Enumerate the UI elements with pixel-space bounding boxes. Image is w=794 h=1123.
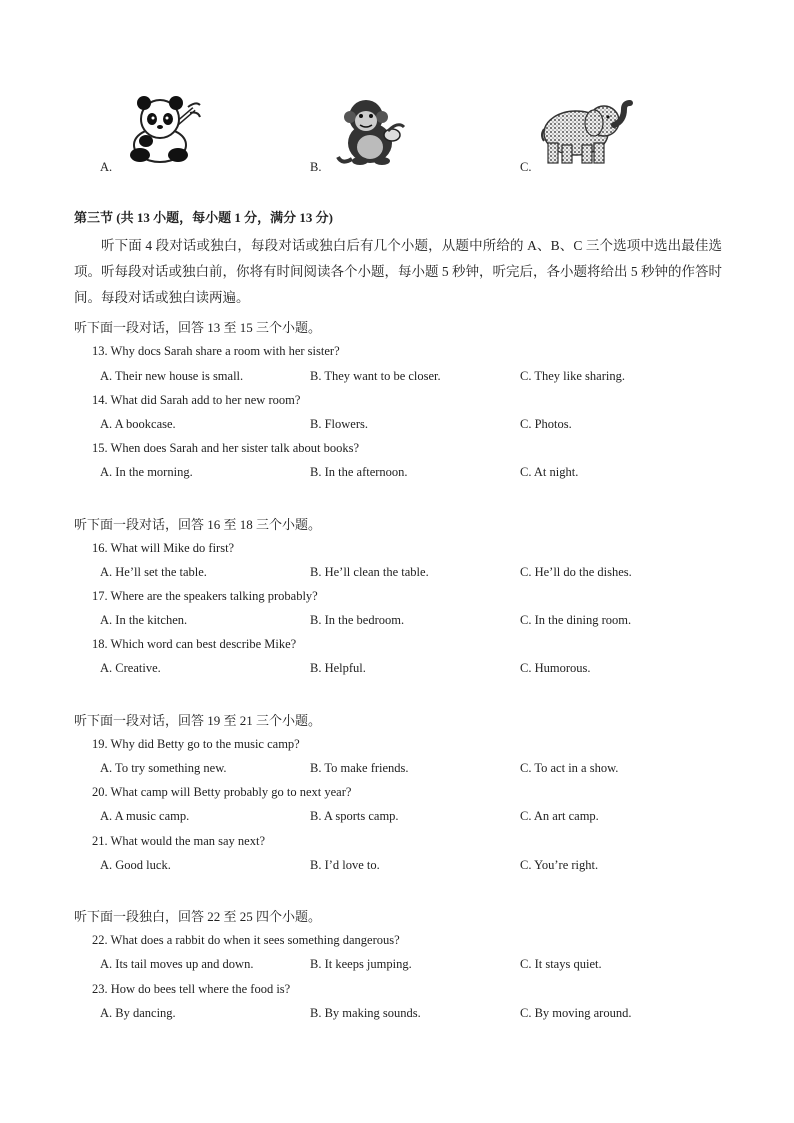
group-heading: 听下面一段对话，回答 19 至 21 三个小题。: [74, 713, 322, 728]
question-stem: 13. Why docs Sarah share a room with her sister?: [92, 344, 340, 358]
picture-option-c-label: C.: [520, 160, 532, 174]
option-c[interactable]: C. To act in a show.: [520, 761, 619, 775]
option-b[interactable]: B. By making sounds.: [310, 1006, 421, 1020]
option-c[interactable]: C. You’re right.: [520, 858, 599, 872]
question-stem: 21. What would the man say next?: [92, 834, 265, 848]
option-a[interactable]: A. By dancing.: [100, 1006, 176, 1020]
elephant-icon: [538, 99, 634, 167]
question-stem: 19. Why did Betty go to the music camp?: [92, 737, 300, 751]
option-a[interactable]: A. Good luck.: [100, 858, 171, 872]
option-b[interactable]: B. I’d love to.: [310, 858, 380, 872]
option-c[interactable]: C. They like sharing.: [520, 369, 625, 383]
option-a[interactable]: A. A music camp.: [100, 809, 190, 823]
question-stem: 23. How do bees tell where the food is?: [92, 982, 291, 996]
option-a[interactable]: A. Their new house is small.: [100, 369, 244, 383]
picture-option-a: [100, 95, 300, 180]
option-a[interactable]: A. In the kitchen.: [100, 613, 188, 627]
section-instructions: 听下面 4 段对话或独白，每段对话或独白后有几个小题，从题中所给的 A、B、C 三个选项中选出最佳选项。听每段对话或独白前，你将有时间阅读各个小题，每小题 5 秒钟，听完后，各小题将给出 5 秒钟的作答时间。每段对话或独白读两遍。: [74, 238, 722, 305]
picture-option-b-label: B.: [310, 160, 322, 174]
option-b[interactable]: B. To make friends.: [310, 761, 409, 775]
option-a[interactable]: A. To try something new.: [100, 761, 227, 775]
picture-option-a-label: A.: [100, 160, 113, 174]
option-b[interactable]: B. In the bedroom.: [310, 613, 405, 627]
option-b[interactable]: B. In the afternoon.: [310, 465, 408, 479]
question-stem: 16. What will Mike do first?: [92, 541, 235, 555]
option-c[interactable]: C. By moving around.: [520, 1006, 632, 1020]
option-c[interactable]: C. It stays quiet.: [520, 957, 602, 971]
option-c[interactable]: C. He’ll do the dishes.: [520, 565, 632, 579]
section-title: 第三节 (共 13 小题，每小题 1 分，满分 13 分): [74, 210, 333, 225]
option-a[interactable]: A. Creative.: [100, 661, 161, 675]
question-stem: 18. Which word can best describe Mike?: [92, 637, 297, 651]
option-b[interactable]: B. He’ll clean the table.: [310, 565, 429, 579]
question-stem: 14. What did Sarah add to her new room?: [92, 393, 301, 407]
group-heading: 听下面一段对话，回答 13 至 15 三个小题。: [74, 320, 322, 335]
option-b[interactable]: B. Helpful.: [310, 661, 366, 675]
option-a[interactable]: A. He’ll set the table.: [100, 565, 207, 579]
panda-with-bamboo-icon: [120, 95, 202, 165]
option-b[interactable]: B. They want to be closer.: [310, 369, 441, 383]
option-b[interactable]: B. Flowers.: [310, 417, 368, 431]
option-b[interactable]: B. It keeps jumping.: [310, 957, 412, 971]
monkey-eating-icon: [330, 97, 416, 167]
question-stem: 20. What camp will Betty probably go to next year?: [92, 785, 352, 799]
picture-option-c: [520, 95, 720, 180]
question-stem: 15. When does Sarah and her sister talk about books?: [92, 441, 360, 455]
option-c[interactable]: C. In the dining room.: [520, 613, 632, 627]
option-c[interactable]: C. Humorous.: [520, 661, 591, 675]
picture-option-b: [310, 95, 510, 180]
option-a[interactable]: A. A bookcase.: [100, 417, 176, 431]
question-stem: 17. Where are the speakers talking probably?: [92, 589, 318, 603]
option-c[interactable]: C. Photos.: [520, 417, 572, 431]
option-c[interactable]: C. An art camp.: [520, 809, 599, 823]
option-c[interactable]: C. At night.: [520, 465, 579, 479]
option-a[interactable]: A. Its tail moves up and down.: [100, 957, 254, 971]
option-a[interactable]: A. In the morning.: [100, 465, 193, 479]
question-stem: 22. What does a rabbit do when it sees something dangerous?: [92, 933, 400, 947]
option-b[interactable]: B. A sports camp.: [310, 809, 399, 823]
group-heading: 听下面一段独白，回答 22 至 25 四个小题。: [74, 909, 322, 924]
group-heading: 听下面一段对话，回答 16 至 18 三个小题。: [74, 517, 322, 532]
